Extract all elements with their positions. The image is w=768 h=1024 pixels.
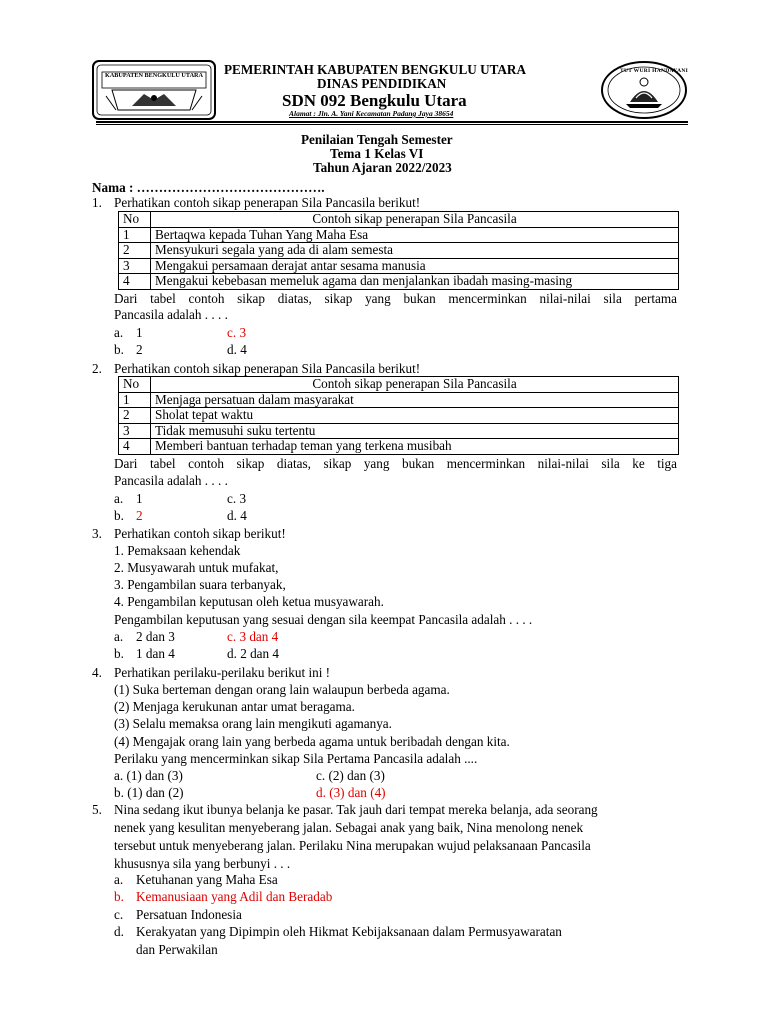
q4-option-b: b. (1) dan (2) (114, 785, 184, 800)
q5-line: nenek yang kesulitan menyeberang jalan. Sebagai anak yang baik, Nina menolong nenek (114, 820, 584, 835)
q2-table (118, 376, 679, 455)
q4-stem: Perilaku yang mencerminkan sikap Sila Pertama Pancasila adalah .... (114, 751, 478, 766)
table-header-content: Contoh sikap penerapan Sila Pancasila (151, 212, 679, 228)
q1-prompt: Perhatikan contoh sikap penerapan Sila Pancasila berikut! (114, 195, 421, 210)
table-header-no: No (119, 377, 151, 393)
q4-number: 4. (92, 665, 102, 680)
q4-option-a: a. (1) dan (3) (114, 768, 183, 783)
table-cell-text: Mengakui persamaan derajat antar sesama manusia (151, 258, 679, 274)
table-row (119, 392, 679, 408)
q2-option-a-label: a. (114, 491, 124, 506)
q1-option-a: 1 (136, 325, 143, 340)
q5-number: 5. (92, 802, 102, 817)
q2-option-d: d. 4 (227, 508, 247, 523)
left-logo-text: KABUPATEN BENGKULU UTARA (105, 72, 203, 79)
q5-line: Nina sedang ikut ibunya belanja ke pasar. Tak jauh dari tempat mereka belanja, ada seorang (114, 802, 598, 817)
q5-option-a: Ketuhanan yang Maha Esa (136, 872, 278, 887)
q3-item: 1. Pemaksaan kehendak (114, 543, 241, 558)
q1-number: 1. (92, 195, 102, 210)
table-row (119, 258, 679, 274)
q3-prompt: Perhatikan contoh sikap berikut! (114, 526, 286, 541)
q2-stem-line1: Dari tabel contoh sikap diatas, sikap yang bukan mencerminkan nilai-nilai sila ke tiga (114, 456, 677, 471)
q1-table (118, 211, 679, 290)
school-address: Alamat : Jln. A. Yani Kecamatan Padang Jaya 38654 (289, 109, 454, 118)
q1-option-c: c. 3 (227, 325, 247, 340)
table-cell-text: Sholat tepat waktu (151, 408, 679, 424)
left-logo (92, 60, 216, 120)
q5-option-d-label: d. (114, 924, 124, 939)
table-row (119, 243, 679, 259)
q4-option-c: c. (2) dan (3) (316, 768, 385, 783)
table-cell-text: Bertaqwa kepada Tuhan Yang Maha Esa (151, 227, 679, 243)
right-logo-text: TUT WURI HANDAYANI (620, 68, 689, 74)
table-header-row (119, 377, 679, 393)
table-cell-text: Mengakui kebebasan memeluk agama dan menjalankan ibadah masing-masing (151, 274, 679, 290)
q3-item: 3. Pengambilan suara terbanyak, (114, 577, 286, 592)
q5-option-b: Kemanusiaan yang Adil dan Beradab (136, 889, 333, 904)
table-row (119, 274, 679, 290)
table-cell-no: 4 (119, 439, 151, 455)
right-logo (600, 60, 688, 120)
q3-option-a: 2 dan 3 (136, 629, 175, 644)
q4-prompt: Perhatikan perilaku-perilaku berikut ini ! (114, 665, 331, 680)
table-header-no: No (119, 212, 151, 228)
q1-stem-line2: Pancasila adalah . . . . (114, 307, 228, 322)
table-header-content: Contoh sikap penerapan Sila Pancasila (151, 377, 679, 393)
q5-option-c-label: c. (114, 907, 124, 922)
q1-option-b: 2 (136, 342, 143, 357)
q4-item: (2) Menjaga kerukunan antar umat beragama. (114, 699, 355, 714)
header-department: DINAS PENDIDIKAN (317, 76, 447, 91)
q4-item: (1) Suka berteman dengan orang lain walaupun berbeda agama. (114, 682, 450, 697)
q3-option-c: c. 3 dan 4 (227, 629, 279, 644)
table-cell-text: Menjaga persatuan dalam masyarakat (151, 392, 679, 408)
q1-option-d: d. 4 (227, 342, 247, 357)
header-government: PEMERINTAH KABUPATEN BENGKULU UTARA (224, 62, 526, 77)
q2-number: 2. (92, 361, 102, 376)
table-cell-no: 2 (119, 243, 151, 259)
exam-year: Tahun Ajaran 2022/2023 (313, 160, 452, 175)
q1-option-b-label: b. (114, 342, 124, 357)
q5-line: khususnya sila yang berbunyi . . . (114, 856, 291, 871)
table-row (119, 227, 679, 243)
q3-stem: Pengambilan keputusan yang sesuai dengan sila keempat Pancasila adalah . . . . (114, 612, 533, 627)
q5-option-b-label: b. (114, 889, 124, 904)
q5-option-c: Persatuan Indonesia (136, 907, 242, 922)
q2-stem-line2: Pancasila adalah . . . . (114, 473, 228, 488)
table-cell-no: 3 (119, 258, 151, 274)
table-cell-text: Tidak memusuhi suku tertentu (151, 423, 679, 439)
q5-option-d-cont: dan Perwakilan (136, 942, 218, 957)
regency-emblem-icon (92, 60, 216, 120)
q2-option-a: 1 (136, 491, 143, 506)
q2-option-c: c. 3 (227, 491, 247, 506)
q2-prompt: Perhatikan contoh sikap penerapan Sila Pancasila berikut! (114, 361, 421, 376)
student-name-label: Nama : ……………………………………. (92, 180, 325, 195)
q4-item: (3) Selalu memaksa orang lain mengikuti agamanya. (114, 716, 392, 731)
q4-item: (4) Mengajak orang lain yang berbeda agama untuk beribadah dengan kita. (114, 734, 510, 749)
q3-option-d: d. 2 dan 4 (227, 646, 280, 661)
table-cell-no: 1 (119, 392, 151, 408)
exam-title: Penilaian Tengah Semester (301, 132, 453, 147)
header-divider (96, 121, 688, 125)
q2-option-b-label: b. (114, 508, 124, 523)
q3-option-b-label: b. (114, 646, 124, 661)
q3-number: 3. (92, 526, 102, 541)
table-row (119, 439, 679, 455)
exam-class: Tema 1 Kelas VI (330, 146, 424, 161)
q5-option-a-label: a. (114, 872, 124, 887)
school-name: SDN 092 Bengkulu Utara (282, 91, 467, 110)
q1-option-a-label: a. (114, 325, 124, 340)
table-cell-no: 2 (119, 408, 151, 424)
q4-option-d: d. (3) dan (4) (316, 785, 386, 800)
q3-option-b: 1 dan 4 (136, 646, 175, 661)
table-row (119, 423, 679, 439)
table-cell-no: 1 (119, 227, 151, 243)
q5-option-d: Kerakyatan yang Dipimpin oleh Hikmat Kebijaksanaan dalam Permusyawaratan (136, 924, 562, 939)
table-header-row (119, 212, 679, 228)
q3-item: 4. Pengambilan keputusan oleh ketua musyawarah. (114, 594, 384, 609)
table-cell-no: 3 (119, 423, 151, 439)
q3-item: 2. Musyawarah untuk mufakat, (114, 560, 279, 575)
q2-option-b: 2 (136, 508, 143, 523)
table-cell-text: Memberi bantuan terhadap teman yang terkena musibah (151, 439, 679, 455)
q1-stem-line1: Dari tabel contoh sikap diatas, sikap yang bukan mencerminkan nilai-nilai sila pertama (114, 291, 677, 306)
table-row (119, 408, 679, 424)
q5-line: tersebut untuk menyeberang jalan. Perilaku Nina merupakan wujud pelaksanaan Pancasila (114, 838, 591, 853)
table-cell-text: Mensyukuri segala yang ada di alam semesta (151, 243, 679, 259)
table-cell-no: 4 (119, 274, 151, 290)
q3-option-a-label: a. (114, 629, 124, 644)
